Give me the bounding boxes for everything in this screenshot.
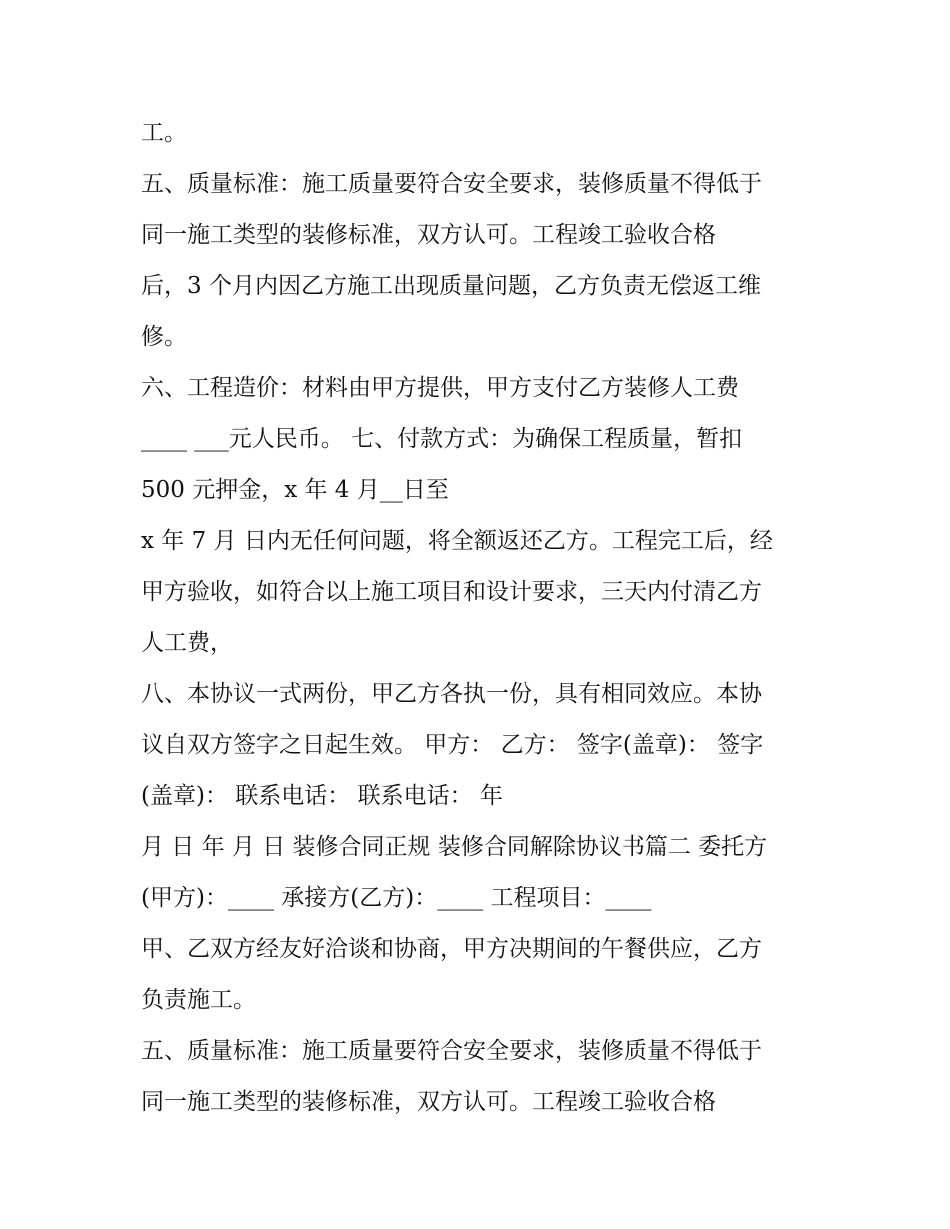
text-line: 人工费，	[141, 630, 233, 656]
text-line: 甲、乙双方经友好洽谈和协商，甲方决期间的午餐供应，乙方	[141, 936, 762, 962]
text-line: 月 日 年 月 日 装修合同正规 装修合同解除协议书篇二 委托方	[141, 834, 768, 860]
text-line: 议自双方签字之日起生效。 甲方： 乙方： 签字(盖章)： 签字	[141, 732, 764, 758]
text-line: 五、质量标准：施工质量要符合安全要求，装修质量不得低于	[141, 171, 762, 197]
text-line: 500 元押金，x 年 4 月__日至	[141, 477, 449, 503]
contract-body-text	[141, 108, 841, 1128]
text-line: 负责施工。	[141, 987, 256, 1013]
text-line: 甲方验收，如符合以上施工项目和设计要求，三天内付清乙方	[141, 579, 762, 605]
text-line: (甲方)：____ 承接方(乙方)：____ 工程项目：____	[141, 885, 652, 911]
text-line: 工。	[141, 120, 187, 146]
text-line: 六、工程造价：材料由甲方提供，甲方支付乙方装修人工费	[141, 375, 739, 401]
text-line: x 年 7 月 日内无任何问题，将全额返还乙方。工程完工后，经	[141, 528, 773, 554]
text-line: 八、本协议一式两份，甲乙方各执一份，具有相同效应。本协	[141, 681, 762, 707]
text-line: (盖章)： 联系电话： 联系电话： 年	[141, 783, 503, 809]
text-line: 修。	[141, 324, 187, 350]
text-line: 后，3 个月内因乙方施工出现质量问题，乙方负责无偿返工维	[141, 273, 761, 299]
text-line: ____ ___元人民币。 七、付款方式：为确保工程质量，暂扣	[141, 426, 743, 452]
text-line: 同一施工类型的装修标准，双方认可。工程竣工验收合格	[141, 222, 716, 248]
text-line: 同一施工类型的装修标准，双方认可。工程竣工验收合格	[141, 1089, 716, 1115]
text-line: 五、质量标准：施工质量要符合安全要求，装修质量不得低于	[141, 1038, 762, 1064]
